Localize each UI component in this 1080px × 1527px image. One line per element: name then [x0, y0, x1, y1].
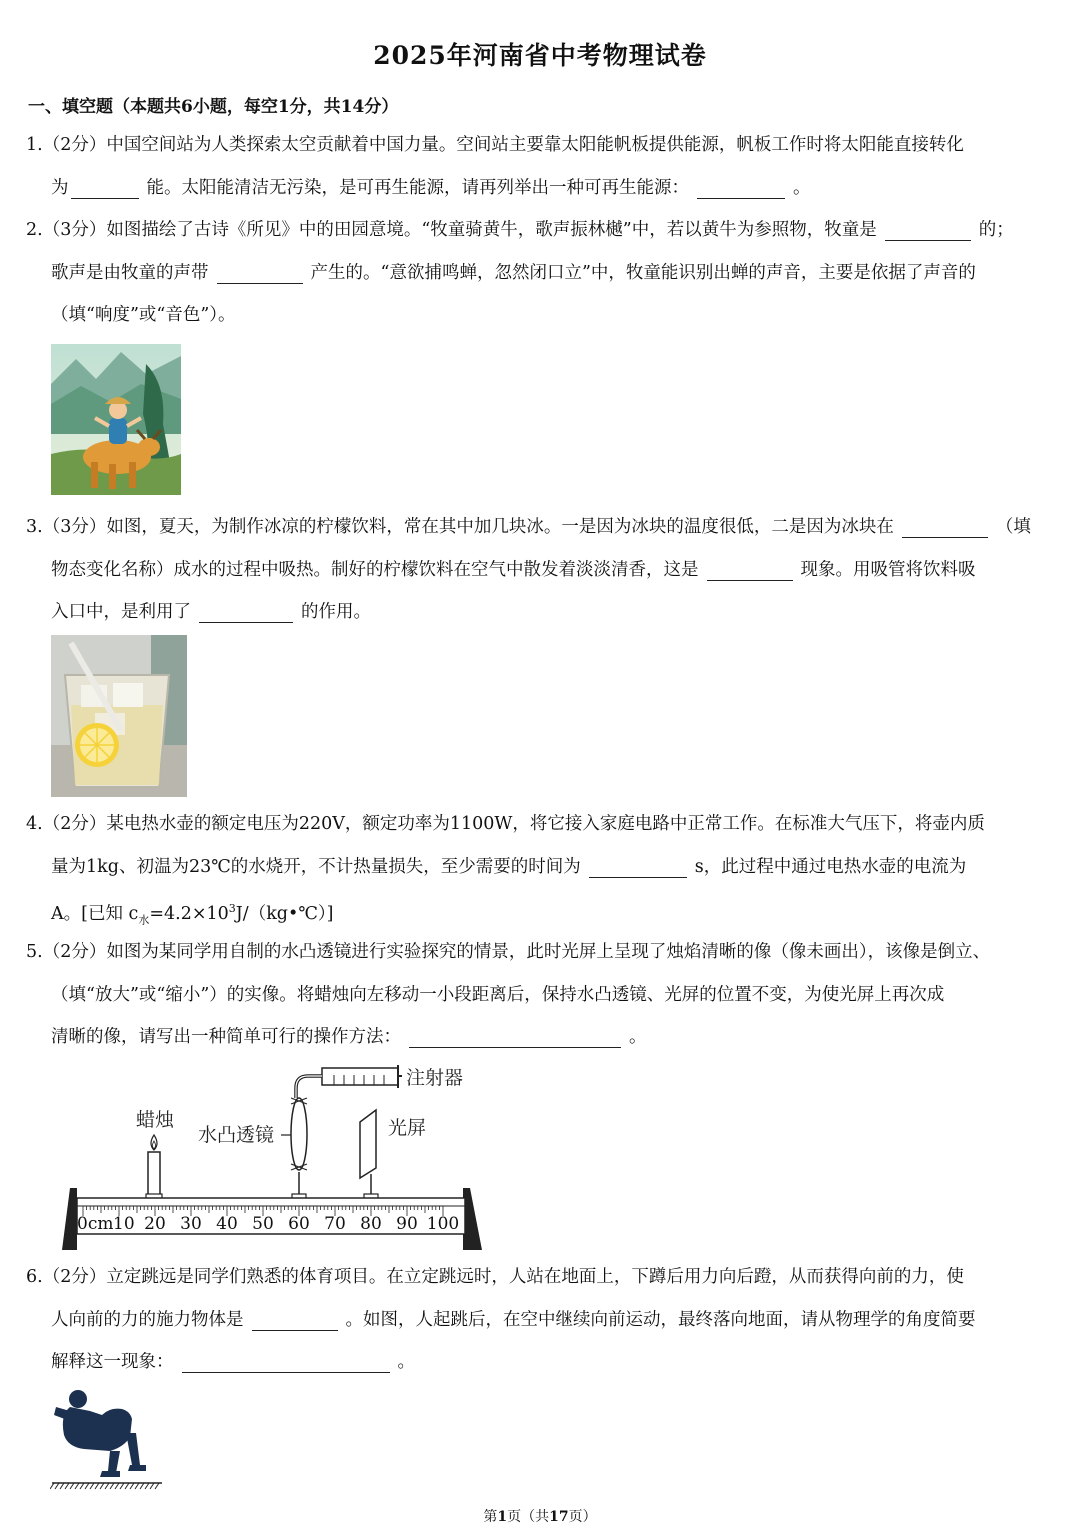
question-6: [26, 1256, 1056, 1384]
q1-text-b: 能。太阳能清洁无污染，是可再生能源，请再列举出一种可再生能源：: [146, 177, 689, 198]
ruler-tick-label: 60: [288, 1214, 310, 1234]
q4-subscript: 水: [138, 913, 150, 927]
q6-line2: [26, 1299, 1056, 1342]
light-screen: [360, 1110, 378, 1200]
ruler-tick-label: 30: [180, 1214, 202, 1234]
q6-text-d: 。: [397, 1352, 415, 1372]
syringe-label: 注射器: [406, 1067, 464, 1089]
water-lens: [291, 1098, 307, 1200]
q4-text-a: 量为1kg、初温为23℃的水烧开，不计热量损失，至少需要的时间为: [51, 856, 581, 877]
footer-text-b: 页（共: [507, 1509, 550, 1525]
q6-text-a: 人向前的力的施力物体是: [51, 1309, 244, 1330]
page-title: 2025年河南省中考物理试卷: [373, 41, 707, 70]
answer-blank[interactable]: [199, 602, 293, 623]
answer-blank[interactable]: [182, 1352, 390, 1373]
screen-label: 光屏: [388, 1117, 427, 1139]
ruler-tick-label: 80: [360, 1214, 382, 1234]
ground-hatch: [100, 1483, 104, 1489]
answer-blank[interactable]: [71, 178, 139, 199]
answer-blank[interactable]: [589, 857, 687, 878]
ground-hatch: [145, 1483, 149, 1489]
ruler: [62, 1188, 482, 1250]
ground-hatch: [105, 1483, 109, 1489]
q3-text-e: 入口中，是利用了: [51, 602, 191, 622]
q6-line3: [26, 1341, 1056, 1384]
cowherd-ox-image: [51, 344, 181, 495]
ruler-tick-label: 70: [324, 1214, 346, 1234]
q1-line2: [26, 167, 1056, 210]
question-2: [26, 209, 1056, 337]
ruler-tick-label: 100: [426, 1214, 460, 1234]
ground-hatch: [70, 1483, 74, 1489]
question-5: [26, 931, 1056, 1059]
answer-blank[interactable]: [902, 517, 988, 538]
ruler-tick-label: 50: [252, 1214, 274, 1234]
question-1: [26, 124, 1056, 209]
answer-blank[interactable]: [885, 220, 971, 241]
ground-hatch: [65, 1483, 69, 1489]
ground-hatch: [115, 1483, 119, 1489]
ground-hatch: [75, 1483, 79, 1489]
syringe: [296, 1065, 402, 1098]
q5-text-b: 。: [629, 1027, 647, 1047]
page-number: 1: [497, 1509, 508, 1525]
q4-text-d: =4.2×10: [149, 903, 229, 924]
total-pages: 17: [549, 1509, 569, 1525]
candle: [146, 1135, 162, 1200]
q2-text-b: 的；: [978, 220, 1014, 240]
q4-text-c: A。[已知 c: [51, 903, 139, 924]
footer-text-a: 第: [483, 1509, 498, 1525]
ground-hatch: [140, 1483, 144, 1489]
q6-line1: 6.（2分）立定跳远是同学们熟悉的体育项目。在立定跳远时，人站在地面上，下蹲后用力向后蹬，从而获得向前的力，使: [26, 1267, 964, 1287]
ground-hatch: [155, 1483, 159, 1489]
ground-hatch: [95, 1483, 99, 1489]
q4-line1: 4.（2分）某电热水壶的额定电压为220V，额定功率为1100W，将它接入家庭电路中正常工作。在标准大气压下，将壶内质: [26, 814, 985, 834]
answer-blank[interactable]: [252, 1310, 338, 1331]
candle-label: 蜡烛: [136, 1109, 175, 1131]
q1-text-a: 为: [51, 177, 69, 198]
ground-hatch: [80, 1483, 84, 1489]
q4-text-e: J/（kg•℃）]: [235, 903, 334, 924]
q6-text-b: 。如图，人起跳后，在空中继续向前运动，最终落向地面，请从物理学的角度简要: [345, 1309, 976, 1330]
q5-text-a: 清晰的像，请写出一种简单可行的操作方法：: [51, 1027, 401, 1047]
ground-hatch: [120, 1483, 124, 1489]
ground-hatch: [60, 1483, 64, 1489]
ground-hatch: [125, 1483, 129, 1489]
q1-text-c: 。: [793, 177, 811, 198]
q3-text-b: （填: [995, 517, 1031, 537]
ruler-tick-label: 20: [144, 1214, 166, 1234]
ground-hatch: [90, 1483, 94, 1489]
question-3: [26, 506, 1056, 634]
ruler-zero-label: 0cm: [77, 1214, 114, 1234]
jumper-image: [50, 1385, 165, 1490]
q3-text-a: 3.（3分）如图，夏天，为制作冰凉的柠檬饮料，常在其中加几块冰。一是因为冰块的温度很低，二是因为冰块在: [26, 517, 894, 537]
q3-text-c: 物态变化名称）成水的过程中吸热。制好的柠檬饮料在空气中散发着淡淡清香，这是: [51, 559, 699, 580]
ruler-tick-label: 40: [216, 1214, 238, 1234]
q3-line2: [26, 549, 1056, 592]
q2-text-d: 产生的。“意欲捕鸣蝉，忽然闭口立”中，牧童能识别出蝉的声音，主要是依据了声音的: [310, 262, 976, 283]
answer-blank[interactable]: [697, 178, 785, 199]
q5-line3: [26, 1016, 1056, 1059]
q2-text-a: 2.（3分）如图描绘了古诗《所见》中的田园意境。“牧童骑黄牛，歌声振林樾”中，若以黄牛为参照物，牧童是: [26, 220, 877, 240]
lemon-drink-image: [51, 635, 187, 797]
q2-line2: [26, 252, 1056, 295]
q2-text-c: 歌声是由牧童的声带: [51, 262, 209, 283]
q4-line2: [26, 846, 1056, 889]
q4-superscript: 3: [228, 902, 236, 915]
answer-blank[interactable]: [409, 1027, 621, 1048]
footer-text-c: 页）: [568, 1509, 597, 1525]
q3-line3: [26, 591, 1056, 634]
q2-line1: [26, 209, 1056, 252]
answer-blank[interactable]: [707, 560, 793, 581]
ground-hatch: [130, 1483, 134, 1489]
q6-text-c: 解释这一现象：: [51, 1352, 174, 1372]
ground-hatch: [110, 1483, 114, 1489]
ruler-tick-label: 10: [113, 1214, 135, 1234]
ruler-tick-label: 90: [396, 1214, 418, 1234]
q5-line1: 5.（2分）如图为某同学用自制的水凸透镜进行实验探究的情景，此时光屏上呈现了烛焰清晰的像（像未画出），该像是倒立、: [26, 942, 991, 962]
ground-hatch: [85, 1483, 89, 1489]
q3-text-d: 现象。用吸管将饮料吸: [800, 559, 976, 580]
section-heading: 一、填空题（本题共6小题，每空1分，共14分）: [28, 97, 399, 117]
q3-text-f: 的作用。: [301, 602, 371, 622]
q3-line1: [26, 506, 1056, 549]
page-footer: [0, 1506, 1080, 1526]
lens-label: 水凸透镜: [198, 1124, 275, 1146]
answer-blank[interactable]: [217, 263, 303, 284]
q1-line1: 1.（2分）中国空间站为人类探索太空贡献着中国力量。空间站主要靠太阳能帆板提供能源，帆板工作时将太阳能直接转化: [26, 135, 964, 155]
q4-text-b: s，此过程中通过电热水壶的电流为: [694, 856, 967, 877]
q5-line2: （填“放大”或“缩小”）的实像。将蜡烛向左移动一小段距离后，保持水凸透镜、光屏的位置不变，为使光屏上再次成: [51, 984, 945, 1005]
question-4: [26, 803, 1056, 942]
q2-line3: （填“响度”或“音色”）。: [51, 305, 236, 325]
ground-hatch: [50, 1483, 54, 1489]
ground-hatch: [135, 1483, 139, 1489]
ground-hatch: [55, 1483, 59, 1489]
optical-bench-diagram: [50, 1060, 495, 1255]
ground-hatch: [150, 1483, 154, 1489]
